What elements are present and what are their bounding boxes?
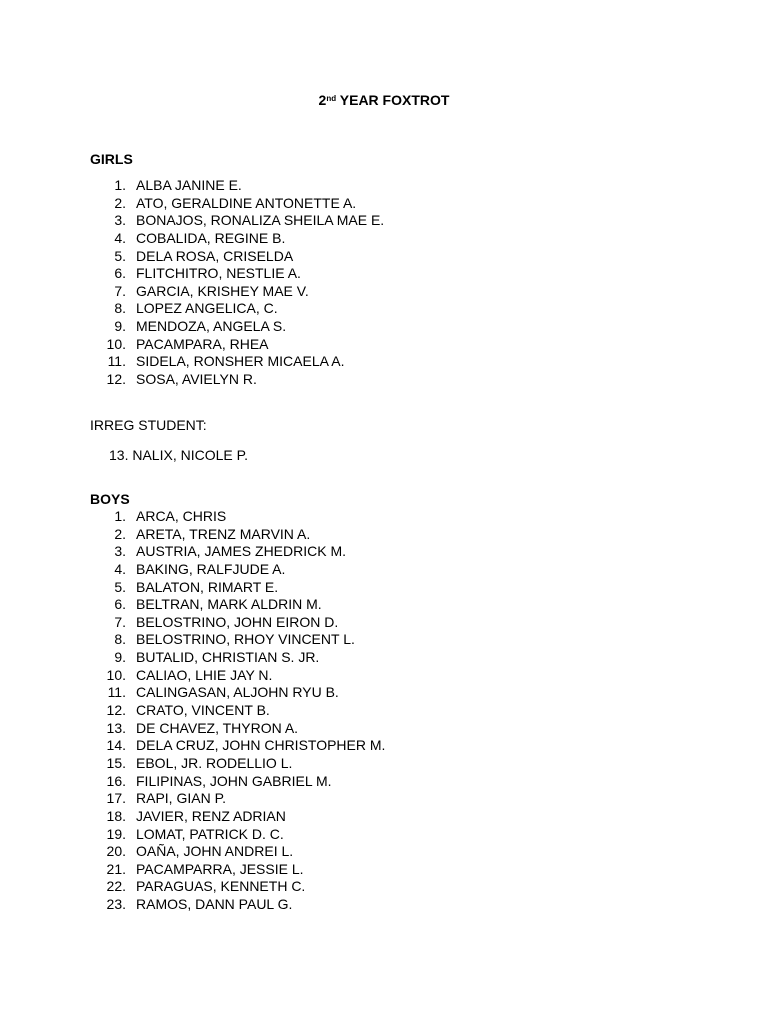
list-item-name: SOSA, AVIELYN R.: [136, 371, 257, 388]
irreg-student-item: 13. NALIX, NICOLE P.: [109, 447, 249, 463]
list-item-number: 2.: [114, 194, 126, 211]
list-item-name: ATO, GERALDINE ANTONETTE A.: [136, 194, 357, 211]
list-item-name: BAKING, RALFJUDE A.: [136, 560, 286, 577]
list-item-number: 23.: [106, 896, 126, 913]
list-item-number: 7.: [114, 613, 126, 630]
list-item-number: 10.: [106, 335, 126, 352]
list-item-name: PACAMPARA, RHEA: [136, 335, 269, 352]
girls-heading: GIRLS: [90, 151, 133, 167]
list-item-number: 8.: [114, 300, 126, 317]
list-item-number: 5.: [114, 578, 126, 595]
list-item-name: LOPEZ ANGELICA, C.: [136, 300, 278, 317]
list-item-name: AUSTRIA, JAMES ZHEDRICK M.: [136, 543, 347, 560]
list-item-name: BELTRAN, MARK ALDRIN M.: [136, 596, 322, 613]
list-item-number: 16.: [106, 772, 126, 789]
list-item-name: CALIAO, LHIE JAY N.: [136, 666, 273, 683]
list-item-name: SIDELA, RONSHER MICAELA A.: [136, 353, 345, 370]
list-item-name: CRATO, VINCENT B.: [136, 702, 270, 719]
list-item-name: BALATON, RIMART E.: [136, 578, 279, 595]
list-item-number: 2.: [114, 525, 126, 542]
list-item-name: BONAJOS, RONALIZA SHEILA MAE E.: [136, 212, 385, 229]
list-item-number: 15.: [106, 754, 126, 771]
list-item-number: 4.: [114, 229, 126, 246]
list-item-number: 3.: [114, 212, 126, 229]
list-item-name: GARCIA, KRISHEY MAE V.: [136, 282, 309, 299]
list-item-number: 11.: [107, 353, 126, 370]
list-item-name: MENDOZA, ANGELA S.: [136, 318, 287, 335]
list-item-name: FILIPINAS, JOHN GABRIEL M.: [136, 772, 332, 789]
list-item-number: 1.: [114, 177, 126, 193]
list-item-name: PACAMPARRA, JESSIE L.: [136, 860, 304, 877]
list-item-number: 17.: [106, 790, 126, 807]
list-item-name: ALBA JANINE E.: [136, 177, 242, 193]
list-item-name: EBOL, JR. RODELLIO L.: [136, 754, 293, 771]
list-item-number: 14.: [106, 737, 126, 754]
list-item-name: FLITCHITRO, NESTLIE A.: [136, 265, 301, 282]
list-item-number: 19.: [106, 825, 126, 842]
title-superscript: nd: [326, 94, 337, 103]
list-item-name: LOMAT, PATRICK D. C.: [136, 825, 284, 842]
list-item-name: BELOSTRINO, RHOY VINCENT L.: [136, 631, 355, 648]
list-item-name: CALINGASAN, ALJOHN RYU B.: [136, 684, 339, 701]
list-item-number: 10.: [106, 666, 126, 683]
list-item-number: 18.: [106, 807, 126, 824]
list-item-name: RAMOS, DANN PAUL G.: [136, 896, 293, 913]
list-item-number: 9.: [114, 649, 126, 666]
list-item-name: COBALIDA, REGINE B.: [136, 229, 286, 246]
list-item-name: ARCA, CHRIS: [136, 508, 227, 524]
list-item-number: 6.: [114, 596, 126, 613]
list-item-name: DE CHAVEZ, THYRON A.: [136, 719, 299, 736]
list-item-number: 1.: [114, 508, 126, 524]
list-item-name: BELOSTRINO, JOHN EIRON D.: [136, 613, 339, 630]
title-prefix: 2: [318, 92, 327, 108]
list-item-number: 12.: [106, 371, 126, 388]
list-item-name: RAPI, GIAN P.: [136, 790, 226, 807]
list-item-number: 22.: [106, 878, 126, 895]
list-item-number: 9.: [114, 318, 126, 335]
irreg-label: IRREG STUDENT:: [90, 417, 207, 433]
page-title: [0, 91, 768, 109]
list-item-number: 3.: [114, 543, 126, 560]
list-item-number: 5.: [114, 247, 126, 264]
list-item-name: PARAGUAS, KENNETH C.: [136, 878, 306, 895]
list-item-number: 21.: [106, 860, 126, 877]
list-item-name: BUTALID, CHRISTIAN S. JR.: [136, 649, 320, 666]
list-item-number: 4.: [114, 560, 126, 577]
list-item-name: DELA ROSA, CRISELDA: [136, 247, 294, 264]
list-item-number: 6.: [114, 265, 126, 282]
list-item-number: 12.: [106, 702, 126, 719]
boys-heading: BOYS: [90, 491, 130, 507]
list-item-number: 7.: [114, 282, 126, 299]
list-item-name: ARETA, TRENZ MARVIN A.: [136, 525, 311, 542]
list-item-number: 13.: [106, 719, 126, 736]
list-item-number: 8.: [114, 631, 126, 648]
list-item-number: 11.: [107, 684, 126, 701]
title-rest: YEAR FOXTROT: [336, 92, 450, 108]
list-item-number: 20.: [106, 843, 126, 860]
list-item-name: OAÑA, JOHN ANDREI L.: [136, 843, 294, 860]
list-item-name: JAVIER, RENZ ADRIAN: [136, 807, 286, 824]
list-item-name: DELA CRUZ, JOHN CHRISTOPHER M.: [136, 737, 386, 754]
